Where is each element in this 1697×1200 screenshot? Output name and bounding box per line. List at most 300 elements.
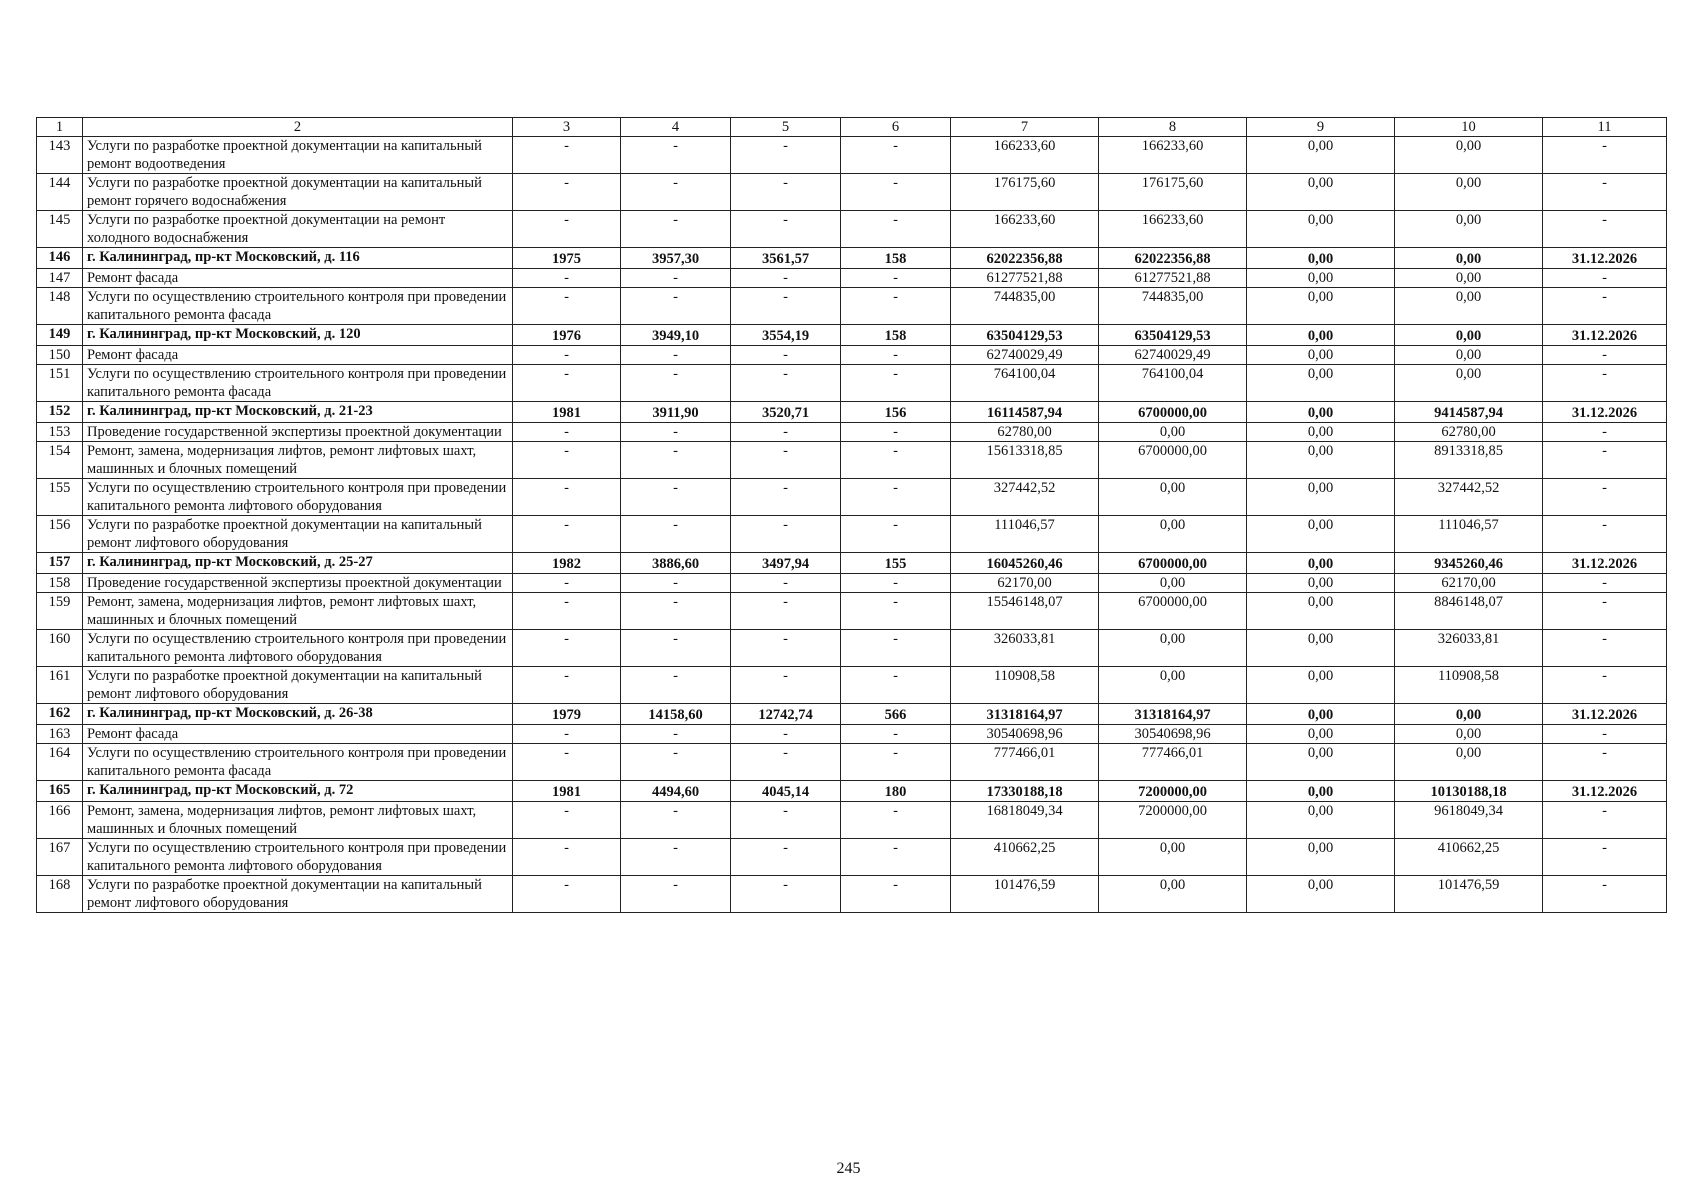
col-8-cell: 6700000,00 <box>1099 402 1247 423</box>
col-11-cell: - <box>1543 744 1667 781</box>
col-9-cell: 0,00 <box>1247 346 1395 365</box>
col-5-cell: 3554,19 <box>731 325 841 346</box>
col-10-cell: 0,00 <box>1395 325 1543 346</box>
item-name-cell: г. Калининград, пр-кт Московский, д. 25-27 <box>83 553 513 574</box>
col-4-cell: - <box>621 288 731 325</box>
col-5-cell: - <box>731 211 841 248</box>
col-9-cell: 0,00 <box>1247 288 1395 325</box>
col-4-cell: - <box>621 269 731 288</box>
col-5-cell: - <box>731 593 841 630</box>
address-row <box>37 704 1667 725</box>
col-3-cell: - <box>513 574 621 593</box>
row-number-cell: 157 <box>37 553 83 574</box>
col-10-cell: 326033,81 <box>1395 630 1543 667</box>
col-7-cell: 410662,25 <box>951 839 1099 876</box>
col-7-cell: 16045260,46 <box>951 553 1099 574</box>
col-9-cell: 0,00 <box>1247 211 1395 248</box>
col-6-cell: - <box>841 802 951 839</box>
col-9-cell: 0,00 <box>1247 781 1395 802</box>
col-7-cell: 62170,00 <box>951 574 1099 593</box>
col-4-cell: 3949,10 <box>621 325 731 346</box>
col-3-cell: 1979 <box>513 704 621 725</box>
item-name-cell: г. Калининград, пр-кт Московский, д. 21-23 <box>83 402 513 423</box>
col-6-cell: - <box>841 269 951 288</box>
col-3-cell: - <box>513 346 621 365</box>
col-11-cell: - <box>1543 593 1667 630</box>
col-8-cell: 0,00 <box>1099 630 1247 667</box>
col-7-cell: 15546148,07 <box>951 593 1099 630</box>
col-5-cell: - <box>731 288 841 325</box>
col-4-cell: - <box>621 744 731 781</box>
col-5-cell: - <box>731 630 841 667</box>
row-number-cell: 155 <box>37 479 83 516</box>
col-7-cell: 777466,01 <box>951 744 1099 781</box>
item-name-cell: Ремонт фасада <box>83 269 513 288</box>
col-6-cell: - <box>841 288 951 325</box>
col-5-cell: - <box>731 442 841 479</box>
address-row <box>37 248 1667 269</box>
col-10-cell: 0,00 <box>1395 744 1543 781</box>
col-11-cell: - <box>1543 442 1667 479</box>
item-name-cell: г. Калининград, пр-кт Московский, д. 116 <box>83 248 513 269</box>
col-7-cell: 327442,52 <box>951 479 1099 516</box>
item-name-cell: Ремонт, замена, модернизация лифтов, ремонт лифтовых шахт, машинных и блочных помещений <box>83 442 513 479</box>
col-6-cell: - <box>841 442 951 479</box>
col-8-cell: 0,00 <box>1099 479 1247 516</box>
col-11-cell: - <box>1543 423 1667 442</box>
col-10-cell: 8913318,85 <box>1395 442 1543 479</box>
col-3-cell: - <box>513 667 621 704</box>
col-8-cell: 0,00 <box>1099 516 1247 553</box>
item-name-cell: Ремонт фасада <box>83 725 513 744</box>
col-9-cell: 0,00 <box>1247 442 1395 479</box>
item-name-cell: Услуги по осуществлению строительного контроля при проведении капитального ремонта лифтового оборудования <box>83 630 513 667</box>
col-11-cell: 31.12.2026 <box>1543 781 1667 802</box>
col-4-cell: 3886,60 <box>621 553 731 574</box>
address-row <box>37 781 1667 802</box>
col-9-cell: 0,00 <box>1247 802 1395 839</box>
row-number-cell: 164 <box>37 744 83 781</box>
col-4-cell: - <box>621 593 731 630</box>
col-10-cell: 110908,58 <box>1395 667 1543 704</box>
col-11-cell: 31.12.2026 <box>1543 553 1667 574</box>
table-row <box>37 174 1667 211</box>
col-7-cell: 62740029,49 <box>951 346 1099 365</box>
table-row <box>37 574 1667 593</box>
col-3-cell: - <box>513 802 621 839</box>
col-3-cell: 1981 <box>513 781 621 802</box>
row-number-cell: 150 <box>37 346 83 365</box>
table-row <box>37 876 1667 913</box>
col-6-cell: - <box>841 479 951 516</box>
col-11-cell: - <box>1543 839 1667 876</box>
col-10-cell: 0,00 <box>1395 288 1543 325</box>
row-number-cell: 159 <box>37 593 83 630</box>
row-number-cell: 168 <box>37 876 83 913</box>
col-11-cell: - <box>1543 876 1667 913</box>
col-7-cell: 110908,58 <box>951 667 1099 704</box>
col-6-cell: - <box>841 667 951 704</box>
table-row <box>37 442 1667 479</box>
col-10-cell: 0,00 <box>1395 269 1543 288</box>
item-name-cell: Ремонт фасада <box>83 346 513 365</box>
col-4-cell: - <box>621 802 731 839</box>
row-number-cell: 151 <box>37 365 83 402</box>
col-11-cell: - <box>1543 574 1667 593</box>
col-10-cell: 0,00 <box>1395 346 1543 365</box>
row-number-cell: 156 <box>37 516 83 553</box>
col-5-cell: 3561,57 <box>731 248 841 269</box>
col-4-cell: - <box>621 137 731 174</box>
item-name-cell: Услуги по осуществлению строительного контроля при проведении капитального ремонта лифтового оборудования <box>83 839 513 876</box>
col-11-cell: - <box>1543 516 1667 553</box>
col-6-cell: - <box>841 574 951 593</box>
item-name-cell: Услуги по разработке проектной документации на капитальный ремонт горячего водоснабжения <box>83 174 513 211</box>
col-3-cell: 1976 <box>513 325 621 346</box>
table-row <box>37 423 1667 442</box>
address-row <box>37 325 1667 346</box>
col-8-cell: 0,00 <box>1099 574 1247 593</box>
col-7-cell: 31318164,97 <box>951 704 1099 725</box>
col-8-cell: 7200000,00 <box>1099 802 1247 839</box>
col-3-cell: - <box>513 269 621 288</box>
col-4-cell: 3911,90 <box>621 402 731 423</box>
col-3-cell: 1982 <box>513 553 621 574</box>
col-11-cell: - <box>1543 346 1667 365</box>
col-9-cell: 0,00 <box>1247 876 1395 913</box>
col-9-cell: 0,00 <box>1247 248 1395 269</box>
item-name-cell: Услуги по разработке проектной документации на капитальный ремонт лифтового оборудования <box>83 667 513 704</box>
col-11-cell: - <box>1543 269 1667 288</box>
col-4-cell: - <box>621 574 731 593</box>
address-row <box>37 402 1667 423</box>
col-8-cell: 166233,60 <box>1099 137 1247 174</box>
col-3-cell: - <box>513 442 621 479</box>
col-8-cell: 0,00 <box>1099 876 1247 913</box>
col-6-cell: - <box>841 137 951 174</box>
col-11-cell: 31.12.2026 <box>1543 704 1667 725</box>
row-number-cell: 145 <box>37 211 83 248</box>
col-10-cell: 9345260,46 <box>1395 553 1543 574</box>
col-9-cell: 0,00 <box>1247 553 1395 574</box>
col-8-cell: 0,00 <box>1099 667 1247 704</box>
col-10-cell: 0,00 <box>1395 211 1543 248</box>
item-name-cell: Услуги по разработке проектной документации на капитальный ремонт лифтового оборудования <box>83 876 513 913</box>
col-8-cell: 63504129,53 <box>1099 325 1247 346</box>
row-number-cell: 162 <box>37 704 83 725</box>
col-7-cell: 111046,57 <box>951 516 1099 553</box>
table-row <box>37 802 1667 839</box>
col-6-cell: 155 <box>841 553 951 574</box>
row-number-cell: 149 <box>37 325 83 346</box>
col-3-cell: - <box>513 725 621 744</box>
col-5-cell: - <box>731 365 841 402</box>
col-4-cell: - <box>621 365 731 402</box>
col-7-cell: 63504129,53 <box>951 325 1099 346</box>
col-5-cell: - <box>731 744 841 781</box>
col-8-cell: 62740029,49 <box>1099 346 1247 365</box>
header-cell: 10 <box>1395 118 1543 137</box>
col-3-cell: - <box>513 365 621 402</box>
col-9-cell: 0,00 <box>1247 479 1395 516</box>
col-8-cell: 61277521,88 <box>1099 269 1247 288</box>
col-6-cell: 180 <box>841 781 951 802</box>
header-cell: 3 <box>513 118 621 137</box>
row-number-cell: 143 <box>37 137 83 174</box>
col-8-cell: 764100,04 <box>1099 365 1247 402</box>
col-11-cell: - <box>1543 479 1667 516</box>
col-4-cell: 4494,60 <box>621 781 731 802</box>
col-5-cell: - <box>731 174 841 211</box>
col-11-cell: - <box>1543 137 1667 174</box>
row-number-cell: 161 <box>37 667 83 704</box>
col-9-cell: 0,00 <box>1247 574 1395 593</box>
table-row <box>37 137 1667 174</box>
col-10-cell: 62170,00 <box>1395 574 1543 593</box>
col-3-cell: - <box>513 423 621 442</box>
col-6-cell: - <box>841 174 951 211</box>
row-number-cell: 160 <box>37 630 83 667</box>
col-5-cell: - <box>731 269 841 288</box>
col-3-cell: - <box>513 876 621 913</box>
item-name-cell: Услуги по разработке проектной документации на капитальный ремонт лифтового оборудования <box>83 516 513 553</box>
col-7-cell: 16114587,94 <box>951 402 1099 423</box>
col-5-cell: - <box>731 839 841 876</box>
col-5-cell: - <box>731 346 841 365</box>
col-11-cell: - <box>1543 667 1667 704</box>
col-10-cell: 10130188,18 <box>1395 781 1543 802</box>
col-11-cell: - <box>1543 211 1667 248</box>
col-11-cell: - <box>1543 288 1667 325</box>
col-5-cell: 3497,94 <box>731 553 841 574</box>
col-8-cell: 176175,60 <box>1099 174 1247 211</box>
col-11-cell: 31.12.2026 <box>1543 402 1667 423</box>
col-10-cell: 410662,25 <box>1395 839 1543 876</box>
col-6-cell: 566 <box>841 704 951 725</box>
col-6-cell: 156 <box>841 402 951 423</box>
row-number-cell: 148 <box>37 288 83 325</box>
row-number-cell: 154 <box>37 442 83 479</box>
col-6-cell: - <box>841 593 951 630</box>
header-cell: 5 <box>731 118 841 137</box>
col-3-cell: - <box>513 174 621 211</box>
col-6-cell: - <box>841 516 951 553</box>
row-number-cell: 146 <box>37 248 83 269</box>
page-number: 245 <box>836 1160 861 1177</box>
col-9-cell: 0,00 <box>1247 269 1395 288</box>
col-3-cell: - <box>513 479 621 516</box>
col-9-cell: 0,00 <box>1247 174 1395 211</box>
col-4-cell: - <box>621 442 731 479</box>
item-name-cell: Услуги по осуществлению строительного контроля при проведении капитального ремонта фасада <box>83 365 513 402</box>
col-8-cell: 6700000,00 <box>1099 593 1247 630</box>
col-7-cell: 61277521,88 <box>951 269 1099 288</box>
col-8-cell: 6700000,00 <box>1099 553 1247 574</box>
col-7-cell: 17330188,18 <box>951 781 1099 802</box>
col-7-cell: 166233,60 <box>951 137 1099 174</box>
col-7-cell: 764100,04 <box>951 365 1099 402</box>
col-11-cell: - <box>1543 174 1667 211</box>
col-4-cell: - <box>621 211 731 248</box>
table-row <box>37 365 1667 402</box>
col-4-cell: - <box>621 667 731 704</box>
col-8-cell: 31318164,97 <box>1099 704 1247 725</box>
col-4-cell: - <box>621 346 731 365</box>
col-11-cell: - <box>1543 365 1667 402</box>
table-row <box>37 725 1667 744</box>
col-6-cell: - <box>841 839 951 876</box>
col-10-cell: 9618049,34 <box>1395 802 1543 839</box>
table-row <box>37 593 1667 630</box>
col-5-cell: - <box>731 574 841 593</box>
col-5-cell: 12742,74 <box>731 704 841 725</box>
col-5-cell: - <box>731 667 841 704</box>
repair-plan-table <box>36 117 1667 913</box>
col-10-cell: 111046,57 <box>1395 516 1543 553</box>
col-10-cell: 101476,59 <box>1395 876 1543 913</box>
col-9-cell: 0,00 <box>1247 704 1395 725</box>
col-11-cell: - <box>1543 630 1667 667</box>
header-cell: 11 <box>1543 118 1667 137</box>
row-number-cell: 165 <box>37 781 83 802</box>
col-6-cell: - <box>841 630 951 667</box>
col-6-cell: - <box>841 423 951 442</box>
col-9-cell: 0,00 <box>1247 423 1395 442</box>
col-7-cell: 166233,60 <box>951 211 1099 248</box>
column-number-header <box>37 118 1667 137</box>
col-5-cell: - <box>731 423 841 442</box>
col-3-cell: - <box>513 593 621 630</box>
col-6-cell: - <box>841 346 951 365</box>
row-number-cell: 167 <box>37 839 83 876</box>
col-7-cell: 30540698,96 <box>951 725 1099 744</box>
col-7-cell: 744835,00 <box>951 288 1099 325</box>
col-10-cell: 0,00 <box>1395 137 1543 174</box>
col-9-cell: 0,00 <box>1247 667 1395 704</box>
col-9-cell: 0,00 <box>1247 325 1395 346</box>
table-row <box>37 288 1667 325</box>
col-3-cell: - <box>513 744 621 781</box>
col-9-cell: 0,00 <box>1247 402 1395 423</box>
col-4-cell: - <box>621 174 731 211</box>
document-sheet <box>36 117 1666 913</box>
col-8-cell: 7200000,00 <box>1099 781 1247 802</box>
col-3-cell: - <box>513 137 621 174</box>
table-row <box>37 269 1667 288</box>
col-9-cell: 0,00 <box>1247 365 1395 402</box>
col-7-cell: 15613318,85 <box>951 442 1099 479</box>
header-cell: 2 <box>83 118 513 137</box>
col-10-cell: 0,00 <box>1395 725 1543 744</box>
col-10-cell: 0,00 <box>1395 704 1543 725</box>
header-cell: 6 <box>841 118 951 137</box>
item-name-cell: Проведение государственной экспертизы проектной документации <box>83 423 513 442</box>
header-cell: 8 <box>1099 118 1247 137</box>
col-10-cell: 327442,52 <box>1395 479 1543 516</box>
col-5-cell: - <box>731 516 841 553</box>
col-5-cell: - <box>731 876 841 913</box>
col-3-cell: 1975 <box>513 248 621 269</box>
item-name-cell: г. Калининград, пр-кт Московский, д. 72 <box>83 781 513 802</box>
col-4-cell: - <box>621 725 731 744</box>
col-10-cell: 62780,00 <box>1395 423 1543 442</box>
table-row <box>37 516 1667 553</box>
table-row <box>37 744 1667 781</box>
col-8-cell: 166233,60 <box>1099 211 1247 248</box>
row-number-cell: 153 <box>37 423 83 442</box>
col-5-cell: 3520,71 <box>731 402 841 423</box>
col-7-cell: 326033,81 <box>951 630 1099 667</box>
col-4-cell: - <box>621 630 731 667</box>
col-6-cell: 158 <box>841 325 951 346</box>
item-name-cell: Услуги по осуществлению строительного контроля при проведении капитального ремонта фасада <box>83 744 513 781</box>
col-10-cell: 9414587,94 <box>1395 402 1543 423</box>
col-8-cell: 6700000,00 <box>1099 442 1247 479</box>
col-11-cell: 31.12.2026 <box>1543 248 1667 269</box>
col-9-cell: 0,00 <box>1247 593 1395 630</box>
col-6-cell: - <box>841 365 951 402</box>
row-number-cell: 158 <box>37 574 83 593</box>
item-name-cell: Ремонт, замена, модернизация лифтов, ремонт лифтовых шахт, машинных и блочных помещений <box>83 593 513 630</box>
col-8-cell: 0,00 <box>1099 423 1247 442</box>
col-3-cell: - <box>513 516 621 553</box>
table-row <box>37 667 1667 704</box>
col-8-cell: 777466,01 <box>1099 744 1247 781</box>
header-cell: 7 <box>951 118 1099 137</box>
col-10-cell: 0,00 <box>1395 174 1543 211</box>
table-row <box>37 479 1667 516</box>
col-5-cell: - <box>731 802 841 839</box>
col-3-cell: 1981 <box>513 402 621 423</box>
row-number-cell: 166 <box>37 802 83 839</box>
col-10-cell: 0,00 <box>1395 365 1543 402</box>
col-9-cell: 0,00 <box>1247 516 1395 553</box>
col-10-cell: 0,00 <box>1395 248 1543 269</box>
item-name-cell: г. Калининград, пр-кт Московский, д. 26-38 <box>83 704 513 725</box>
table-row <box>37 839 1667 876</box>
col-7-cell: 176175,60 <box>951 174 1099 211</box>
col-3-cell: - <box>513 211 621 248</box>
address-row <box>37 553 1667 574</box>
col-9-cell: 0,00 <box>1247 630 1395 667</box>
table-row <box>37 630 1667 667</box>
col-8-cell: 62022356,88 <box>1099 248 1247 269</box>
col-8-cell: 30540698,96 <box>1099 725 1247 744</box>
col-3-cell: - <box>513 288 621 325</box>
row-number-cell: 144 <box>37 174 83 211</box>
item-name-cell: Услуги по осуществлению строительного контроля при проведении капитального ремонта фасада <box>83 288 513 325</box>
col-5-cell: - <box>731 137 841 174</box>
col-6-cell: 158 <box>841 248 951 269</box>
col-3-cell: - <box>513 839 621 876</box>
col-4-cell: - <box>621 876 731 913</box>
col-9-cell: 0,00 <box>1247 744 1395 781</box>
col-7-cell: 62780,00 <box>951 423 1099 442</box>
item-name-cell: Услуги по разработке проектной документации на ремонт холодного водоснабжения <box>83 211 513 248</box>
col-9-cell: 0,00 <box>1247 137 1395 174</box>
col-4-cell: - <box>621 423 731 442</box>
col-8-cell: 744835,00 <box>1099 288 1247 325</box>
item-name-cell: Проведение государственной экспертизы проектной документации <box>83 574 513 593</box>
col-4-cell: 3957,30 <box>621 248 731 269</box>
row-number-cell: 152 <box>37 402 83 423</box>
item-name-cell: Ремонт, замена, модернизация лифтов, ремонт лифтовых шахт, машинных и блочных помещений <box>83 802 513 839</box>
col-11-cell: - <box>1543 802 1667 839</box>
col-7-cell: 16818049,34 <box>951 802 1099 839</box>
col-6-cell: - <box>841 876 951 913</box>
col-10-cell: 8846148,07 <box>1395 593 1543 630</box>
col-3-cell: - <box>513 630 621 667</box>
